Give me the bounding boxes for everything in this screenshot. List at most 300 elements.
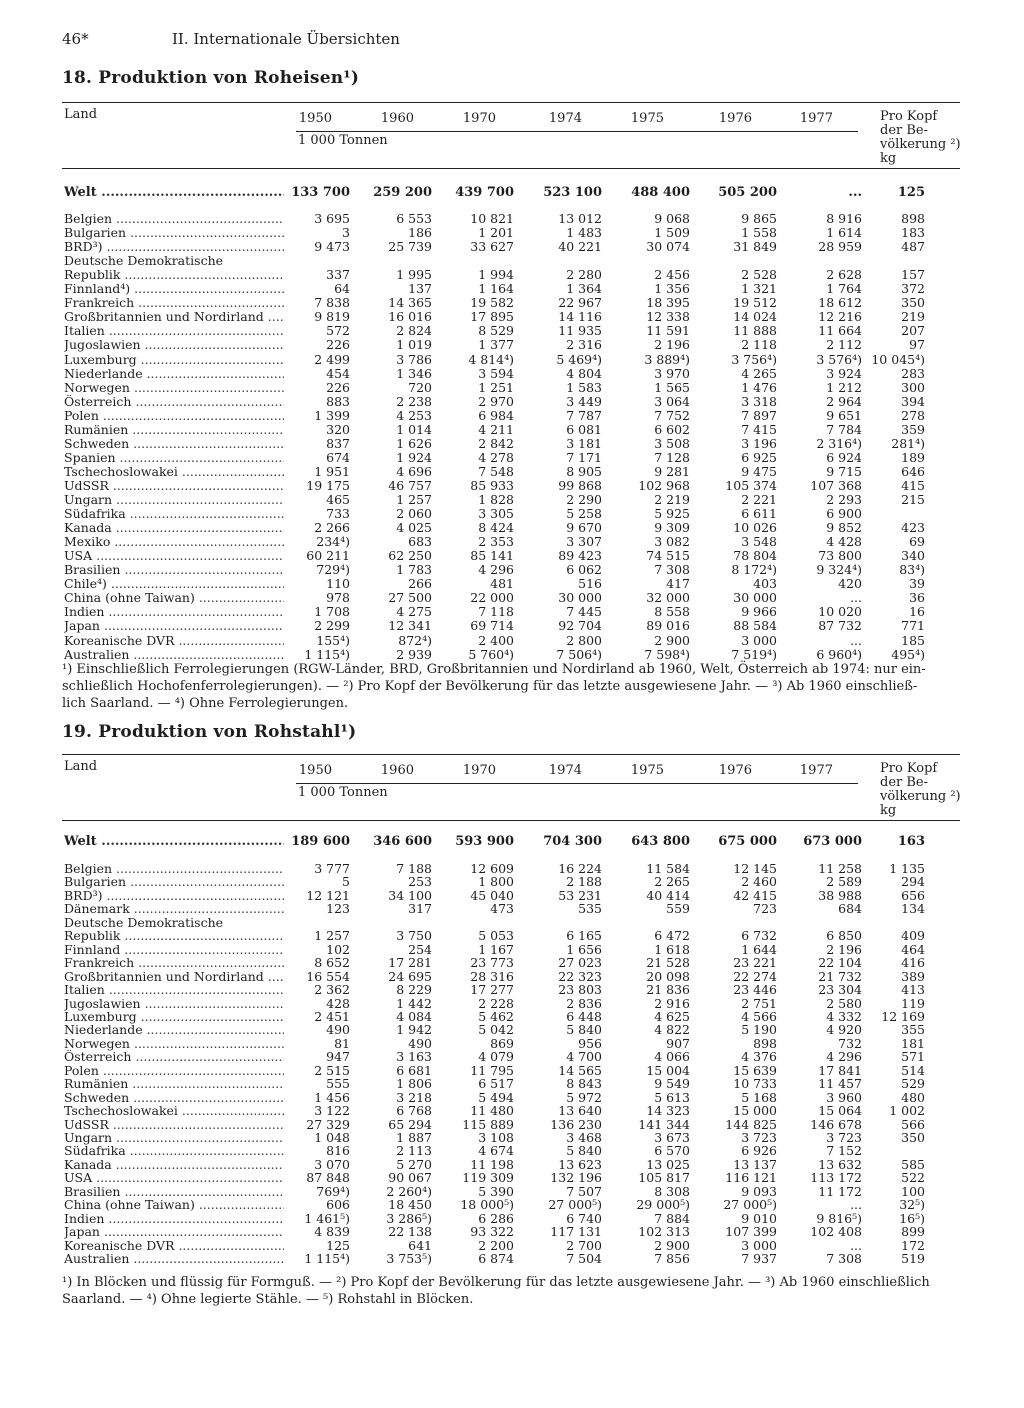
row-label: Niederlande ..... [64,1023,284,1037]
cell-value: 317 [408,901,432,917]
cell-value: 8 652 [314,955,350,971]
cell-value: 85 141 [470,548,514,564]
cell-value: 956 [578,1035,602,1051]
cell-value: 4 814⁴) [468,351,514,367]
column-header-year: 1970 [462,111,496,126]
cell-value: 5 390 [478,1183,514,1199]
cell-value: 2 970 [478,393,514,409]
row-label: BRD³) ..... [64,240,284,254]
cell-value: 5 494 [478,1089,514,1105]
cell-value: 23 446 [733,982,777,998]
cell-value: 3 [342,225,350,241]
cell-value: 337 [326,267,350,283]
cell-value: 2 451 [314,1008,350,1024]
cell-value: 1 565 [654,379,690,395]
cell-value: 4 265 [741,365,777,381]
cell-value: 428 [326,995,350,1011]
cell-value: 2 316 [566,337,602,353]
cell-value: 415 [901,477,925,493]
cell-value: 7 308 [826,1251,862,1267]
cell-value: 495⁴) [891,646,925,662]
cell-value: 3 000 [741,632,777,648]
cell-value: 9 865 [741,211,777,226]
cell-value: 281⁴) [891,435,925,451]
row-label: Südafrika ..... [64,507,284,521]
cell-value: 481 [490,576,514,592]
cell-value: 19 512 [733,295,777,311]
cell-value: 413 [901,982,925,998]
row-label: USA ..... [64,1171,284,1185]
cell-value: 3 723 [741,1130,777,1145]
cell-value: 2 528 [741,267,777,283]
cell-value: 1 257 [396,492,432,507]
table-row [0,353,1024,367]
cell-value: 6 570 [654,1143,690,1159]
cell-value: 6 081 [566,421,602,437]
cell-value: 11 888 [733,323,777,339]
table-row [0,983,1024,997]
cell-value: 5 613 [654,1089,690,1105]
row-label: Finnland ..... [64,943,284,957]
cell-value: 1 644 [741,941,777,957]
cell-value: 125 [326,1237,350,1253]
row-label: Norwegen ..... [64,381,284,395]
cell-value: 2 628 [826,267,862,283]
column-header-per-capita: kg [880,151,897,166]
footnote-line: lich Saarland. — ⁴) Ohne Ferrolegierungen. [62,696,349,711]
cell-value: 11 258 [818,861,862,876]
cell-value: 137 [408,281,432,297]
cell-value: 3 756⁴) [731,351,777,367]
cell-value: 2 290 [566,492,602,507]
cell-value: 40 221 [558,239,602,255]
row-label: Italien ..... [64,324,284,338]
cell-value: 4 804 [566,365,602,381]
world-row [0,835,1024,849]
cell-value: 23 803 [558,982,602,998]
cell-value: 60 211 [306,548,350,564]
cell-value: 134 [901,901,925,917]
cell-value: 157 [901,267,925,283]
column-header-per-capita: der Be- [880,775,929,790]
cell-value: 3 924 [826,365,862,381]
cell-value: 17 841 [818,1062,862,1078]
cell-value: 11 664 [818,323,862,339]
cell-value: 1 656 [566,941,602,957]
cell-value: 473 [490,901,514,917]
cell-value: 340 [901,548,925,564]
column-header-unit: 1 000 Tonnen [298,785,388,800]
cell-value: 4 066 [654,1049,690,1065]
cell-value: 9 549 [654,1076,690,1092]
cell-value: 519 [901,1251,925,1267]
row-label: Rumänien ..... [64,1077,284,1091]
table-row [0,254,1024,268]
cell-value: 3 889⁴) [644,351,690,367]
cell-value: 9 068 [654,211,690,226]
column-header-per-capita: völkerung ²) [880,137,961,152]
cell-value: ... [850,590,862,606]
column-header-year: 1975 [630,763,664,778]
cell-value: 346 600 [373,834,432,849]
cell-value: 7 784 [826,421,862,437]
table-row [0,1252,1024,1266]
cell-value: 29 000⁵) [636,1197,690,1213]
cell-value: 529 [901,1076,925,1092]
column-header-year: 1977 [799,111,833,126]
cell-value: 3 723 [826,1130,862,1145]
row-label: Großbritannien und Nordirland ..... [64,970,284,984]
cell-value: 6 768 [396,1103,432,1119]
cell-value: 21 732 [818,968,862,984]
cell-value: 14 323 [646,1103,690,1119]
cell-value: 22 967 [558,295,602,311]
cell-value: 4 822 [654,1022,690,1038]
column-header-year: 1970 [462,763,496,778]
cell-value: 3 000 [741,1237,777,1253]
footnote-line: Saarland. — ⁴) Ohne legierte Stähle. — ⁵) Rohstahl in Blöcken. [62,1292,474,1307]
cell-value: 87 848 [306,1170,350,1186]
row-label: UdSSR ..... [64,479,284,493]
cell-value: 3 318 [741,393,777,409]
cell-value: 3 468 [566,1130,602,1145]
cell-value: 7 856 [654,1251,690,1267]
cell-value: 15 639 [733,1062,777,1078]
cell-value: 9 715 [826,463,862,479]
cell-value: 6 062 [566,562,602,578]
cell-value: 113 172 [810,1170,862,1186]
cell-value: 1 806 [396,1076,432,1092]
row-label: Kanada ..... [64,1158,284,1172]
cell-value: 522 [901,1170,925,1186]
cell-value: 2 228 [478,995,514,1011]
column-header-year: 1950 [298,111,332,126]
cell-value: 771 [901,618,925,634]
row-label: China (ohne Taiwan) ..... [64,591,284,605]
cell-value: 907 [666,1035,690,1051]
table-row [0,521,1024,535]
column-header-unit: 1 000 Tonnen [298,133,388,148]
cell-value: 733 [326,506,350,522]
cell-value: 9 670 [566,520,602,536]
cell-value: 487 [901,239,925,255]
cell-value: 115 889 [462,1116,514,1132]
row-label: Bulgarien ..... [64,226,284,240]
cell-value: 88 584 [733,618,777,634]
cell-value: 16 224 [558,861,602,876]
cell-value: 27 500 [388,590,432,606]
cell-value: 1 887 [396,1130,432,1145]
cell-value: 516 [578,576,602,592]
table-row [0,381,1024,395]
cell-value: 490 [408,1035,432,1051]
cell-value: 11 480 [470,1103,514,1119]
cell-value: 6 611 [741,506,777,522]
running-head [62,30,400,48]
cell-value: 46 757 [388,477,432,493]
cell-value: 219 [901,309,925,325]
cell-value: 593 900 [455,834,514,849]
cell-value: 259 200 [373,185,432,200]
row-label: Australien ..... [64,1252,284,1266]
cell-value: 2 221 [741,492,777,507]
cell-value: 7 506⁴) [556,646,602,662]
cell-value: 6 165 [566,928,602,944]
row-label: Tschechoslowakei ..... [64,1104,284,1118]
row-label: USA ..... [64,549,284,563]
cell-value: 4 428 [826,534,862,550]
cell-value: 898 [901,211,925,226]
row-label: Deutsche Demokratische [64,254,224,269]
cell-value: 4 674 [478,1143,514,1159]
cell-value: 6 874 [478,1251,514,1267]
cell-value: 420 [838,576,862,592]
column-header-year: 1974 [548,763,582,778]
row-label: Tschechoslowakei ..... [64,465,284,479]
header-rule-bottom [62,820,960,821]
cell-value: 27 329 [306,1116,350,1132]
cell-value: 566 [901,1116,925,1132]
cell-value: 27 000⁵) [548,1197,602,1213]
cell-value: 14 024 [733,309,777,325]
cell-value: 4 839 [314,1224,350,1240]
footnote-line: ¹) In Blöcken und flüssig für Formguß. — ²) Pro Kopf der Bevölkerung für das letzte ausgewiesene Jahr. — ³) Ab 1960 einschließlich [62,1275,930,1290]
row-label: Deutsche Demokratische [64,915,224,930]
cell-value: 2 112 [826,337,862,353]
cell-value: 32 000 [646,590,690,606]
cell-value: 5 [342,874,350,890]
cell-value: 837 [326,435,350,451]
cell-value: 1 002 [889,1103,925,1119]
cell-value: 5 270 [396,1156,432,1172]
cell-value: 2 916 [654,995,690,1011]
row-label: Niederlande ..... [64,367,284,381]
cell-value: 1 346 [396,365,432,381]
cell-value: 6 681 [396,1062,432,1078]
cell-value: 1 167 [478,941,514,957]
row-label: Schweden ..... [64,437,284,451]
cell-value: 116 121 [725,1170,777,1186]
cell-value: 3 163 [396,1049,432,1065]
cell-value: 2 460 [741,874,777,890]
cell-value: 2 293 [826,492,862,507]
cell-value: 3 305 [478,506,514,522]
cell-value: 110 [326,576,350,592]
row-label: Ungarn ..... [64,1131,284,1145]
cell-value: 16 [909,604,925,620]
column-header-per-capita: der Be- [880,123,929,138]
cell-value: 480 [901,1089,925,1105]
table-row [0,212,1024,226]
cell-value: 100 [901,1183,925,1199]
cell-value: 12 216 [818,309,862,325]
cell-value: 87 732 [818,618,862,634]
cell-value: 1 321 [741,281,777,297]
cell-value: 73 800 [818,548,862,564]
cell-value: 2 362 [314,982,350,998]
cell-value: 3 218 [396,1089,432,1105]
cell-value: 1 626 [396,435,432,451]
cell-value: 1 048 [314,1130,350,1145]
row-label: Bulgarien ..... [64,875,284,889]
cell-value: 454 [326,365,350,381]
cell-value: 13 025 [646,1156,690,1172]
cell-value: 9 093 [741,1183,777,1199]
cell-value: 523 100 [543,185,602,200]
cell-value: 2 939 [396,646,432,662]
cell-value: 18 612 [818,295,862,311]
cell-value: 17 895 [470,309,514,325]
cell-value: 7 128 [654,449,690,465]
cell-value: 2 219 [654,492,690,507]
cell-value: 10 821 [470,211,514,226]
cell-value: 24 695 [388,968,432,984]
column-header-year: 1974 [548,111,582,126]
cell-value: 254 [408,941,432,957]
cell-value: 4 084 [396,1008,432,1024]
cell-value: 403 [753,576,777,592]
cell-value: 23 304 [818,982,862,998]
cell-value: 6 286 [478,1210,514,1226]
cell-value: 69 714 [470,618,514,634]
cell-value: 6 926 [741,1143,777,1159]
cell-value: 3 576⁴) [816,351,862,367]
row-label: Schweden ..... [64,1091,284,1105]
table-row [0,465,1024,479]
cell-value: 1 708 [314,604,350,620]
cell-value: 3 196 [741,435,777,451]
cell-value: 4 376 [741,1049,777,1065]
cell-value: 21 528 [646,955,690,971]
cell-value: 32⁵) [899,1197,925,1213]
cell-value: 899 [901,1224,925,1240]
cell-value: 16⁵) [899,1210,925,1226]
row-label: Japan ..... [64,1225,284,1239]
cell-value: 555 [326,1076,350,1092]
cell-value: 3 449 [566,393,602,409]
cell-value: 9 324⁴) [816,562,862,578]
table-row [0,563,1024,577]
cell-value: 9 651 [826,407,862,423]
cell-value: 185 [901,632,925,648]
table-row [0,367,1024,381]
cell-value: 3 786 [396,351,432,367]
cell-value: 12 609 [470,861,514,876]
cell-value: 85 933 [470,477,514,493]
row-label: Indien ..... [64,1212,284,1226]
cell-value: 2 118 [741,337,777,353]
cell-value: 684 [838,901,862,917]
cell-value: 2 188 [566,874,602,890]
cell-value: 720 [408,379,432,395]
cell-value: ... [848,185,862,200]
cell-value: 7 188 [396,861,432,876]
cell-value: 15 000 [733,1103,777,1119]
header-rule-top [62,102,960,103]
cell-value: 4 253 [396,407,432,423]
table-row [0,619,1024,633]
cell-value: 2 265 [654,874,690,890]
cell-value: 15 064 [818,1103,862,1119]
table-row [0,409,1024,423]
cell-value: 6 924 [826,449,862,465]
cell-value: 23 221 [733,955,777,971]
cell-value: 11 457 [818,1076,862,1092]
cell-value: 656 [901,887,925,903]
cell-value: 4 625 [654,1008,690,1024]
cell-value: 514 [901,1062,925,1078]
cell-value: 1 476 [741,379,777,395]
cell-value: 947 [326,1049,350,1065]
cell-value: 93 322 [470,1224,514,1240]
row-label: Indien ..... [64,605,284,619]
cell-value: 5 042 [478,1022,514,1038]
row-label: Italien ..... [64,983,284,997]
cell-value: 105 817 [638,1170,690,1186]
column-header-per-capita: kg [880,803,897,818]
cell-value: 18 000⁵) [460,1197,514,1213]
row-label: Polen ..... [64,409,284,423]
row-label: Republik ..... [64,268,284,282]
table-row [0,493,1024,507]
row-label: UdSSR ..... [64,1118,284,1132]
cell-value: 69 [909,534,925,550]
cell-value: 8 905 [566,463,602,479]
cell-value: 89 423 [558,548,602,564]
row-label: Brasilien ..... [64,563,284,577]
cell-value: 559 [666,901,690,917]
cell-value: 4 296 [478,562,514,578]
cell-value: 117 131 [550,1224,602,1240]
cell-value: 2 751 [741,995,777,1011]
cell-value: 8 229 [396,982,432,998]
cell-value: 872⁴) [398,632,432,648]
row-label: Luxemburg ..... [64,353,284,367]
cell-value: 641 [408,1237,432,1253]
cell-value: 27 023 [558,955,602,971]
cell-value: 22 323 [558,968,602,984]
cell-value: 5 760⁴) [468,646,514,662]
column-header-year: 1975 [630,111,664,126]
cell-value: 2 260⁴) [386,1183,432,1199]
cell-value: ... [850,1237,862,1253]
cell-value: 11 172 [818,1183,862,1199]
cell-value: 234⁴) [316,534,350,550]
row-label: Koreanische DVR ..... [64,634,284,648]
page-number: 46* [62,30,89,48]
column-header-per-capita: Pro Kopf [880,109,938,124]
cell-value: 5 925 [654,506,690,522]
cell-value: 278 [901,407,925,423]
cell-value: 19 175 [306,477,350,493]
cell-value: 674 [326,449,350,465]
cell-value: 704 300 [543,834,602,849]
cell-value: 10 020 [818,604,862,620]
cell-value: 107 399 [725,1224,777,1240]
cell-value: 10 045⁴) [871,351,925,367]
cell-value: 3 108 [478,1130,514,1145]
cell-value: 571 [901,1049,925,1065]
cell-value: 6 517 [478,1076,514,1092]
cell-value: 207 [901,323,925,339]
table-row [0,535,1024,549]
cell-value: 2 456 [654,267,690,283]
cell-value: ... [850,1197,862,1213]
cell-value: 186 [408,225,432,241]
cell-value: 646 [901,463,925,479]
cell-value: 16 554 [306,968,350,984]
cell-value: 1 251 [478,379,514,395]
